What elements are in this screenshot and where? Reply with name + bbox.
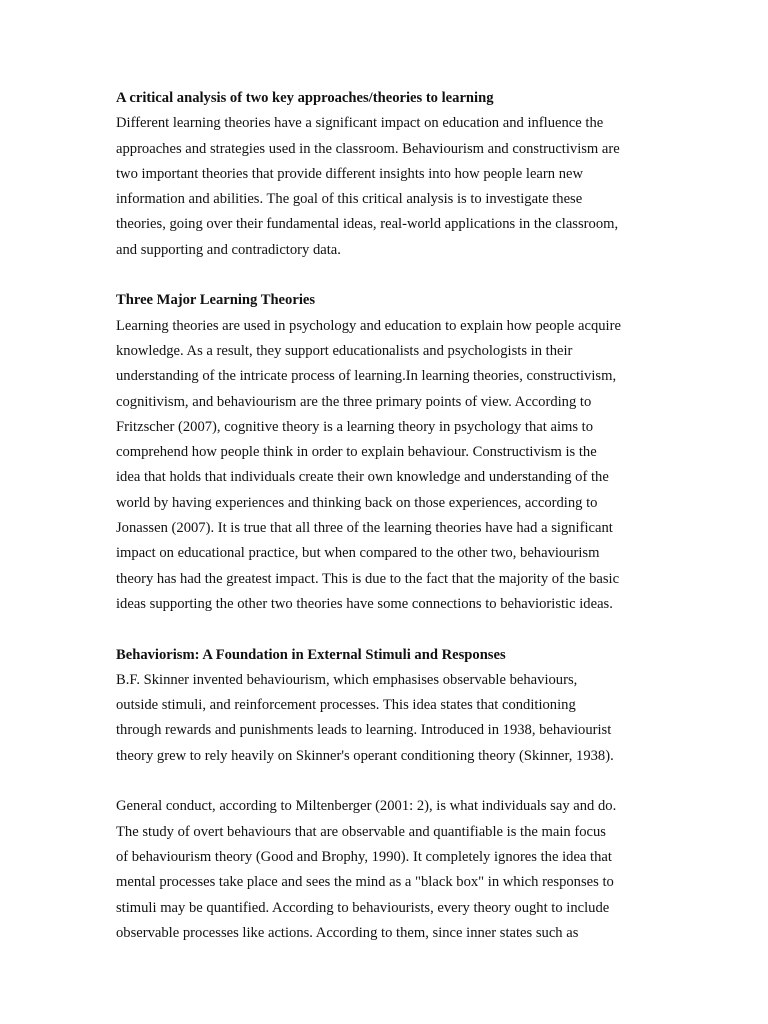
text-line: approaches and strategies used in the classroom. Behaviourism and constructivism are [116, 140, 620, 157]
text-line: comprehend how people think in order to explain behaviour. Constructivism is the [116, 444, 597, 461]
section-behaviorism [116, 643, 656, 769]
text-line: theory has had the greatest impact. This is due to the fact that the majority of the basic [116, 570, 620, 587]
text-line: ideas supporting the other two theories have some connections to behavioristic ideas. [116, 595, 613, 612]
text-line: information and abilities. The goal of this critical analysis is to investigate these [116, 191, 583, 208]
text-line: knowledge. As a result, they support educationalists and psychologists in their [116, 342, 573, 359]
text-line: outside stimuli, and reinforcement processes. This idea states that conditioning [116, 697, 576, 714]
text-line: observable processes like actions. According to them, since inner states such as [116, 924, 579, 941]
text-line: General conduct, according to Miltenberger (2001: 2), is what individuals say and do. [116, 798, 617, 815]
text-line: impact on educational practice, but when compared to the other two, behaviourism [116, 545, 600, 562]
document-body [116, 86, 656, 971]
section-critical-analysis [116, 86, 656, 263]
text-line: understanding of the intricate process of learning.In learning theories, constructivism, [116, 368, 617, 385]
text-line: Different learning theories have a significant impact on education and influence the [116, 115, 604, 132]
section-heading: A critical analysis of two key approaches/theories to learning [116, 90, 494, 106]
text-line: of behaviourism theory (Good and Brophy, 1990). It completely ignores the idea that [116, 848, 612, 865]
text-line: theories, going over their fundamental ideas, real-world applications in the classroom, [116, 216, 619, 233]
text-line: idea that holds that individuals create their own knowledge and understanding of the [116, 469, 609, 486]
text-line: through rewards and punishments leads to learning. Introduced in 1938, behaviourist [116, 722, 612, 739]
text-line: theory grew to rely heavily on Skinner's operant conditioning theory (Skinner, 1938). [116, 747, 614, 764]
section-three-major-theories [116, 288, 656, 617]
text-line: The study of overt behaviours that are observable and quantifiable is the main focus [116, 823, 606, 840]
text-line: mental processes take place and sees the mind as a "black box" in which responses to [116, 874, 614, 891]
section-heading: Behaviorism: A Foundation in External Stimuli and Responses [116, 646, 506, 663]
text-line: and supporting and contradictory data. [116, 241, 341, 258]
text-line: two important theories that provide different insights into how people learn new [116, 165, 584, 182]
section-heading: Three Major Learning Theories [116, 292, 316, 309]
text-line: cognitivism, and behaviourism are the three primary points of view. According to [116, 393, 592, 410]
text-line: stimuli may be quantified. According to behaviourists, every theory ought to include [116, 899, 610, 916]
section-general-conduct [116, 794, 656, 946]
text-line: Learning theories are used in psychology and education to explain how people acquire [116, 317, 621, 334]
text-line: world by having experiences and thinking back on those experiences, according to [116, 494, 598, 511]
text-line: B.F. Skinner invented behaviourism, which emphasises observable behaviours, [116, 671, 578, 688]
text-line: Fritzscher (2007), cognitive theory is a learning theory in psychology that aims to [116, 418, 594, 435]
text-line: Jonassen (2007). It is true that all three of the learning theories have had a significant [116, 520, 613, 537]
